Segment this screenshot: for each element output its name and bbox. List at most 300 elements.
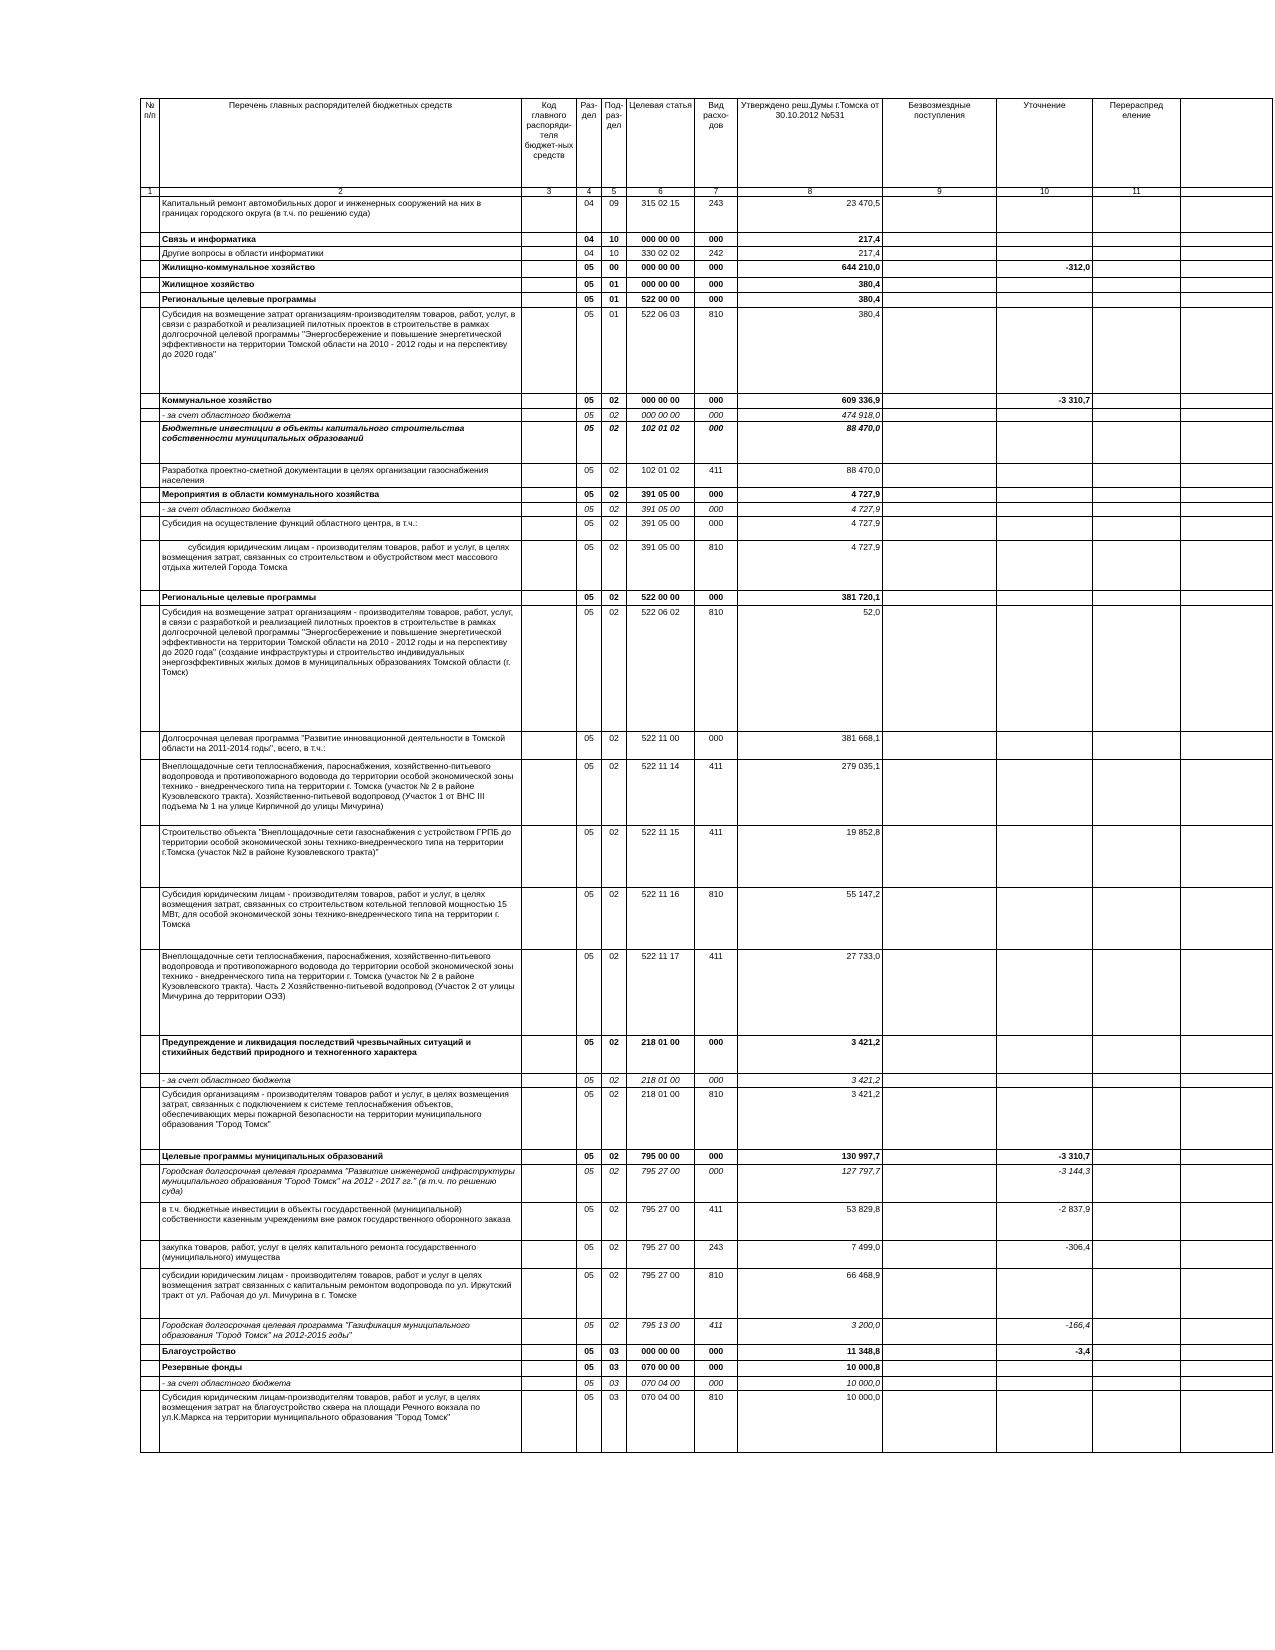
table-row <box>141 233 1273 247</box>
cell-no <box>141 1319 160 1345</box>
cell-approved: 19 852,8 <box>738 826 883 888</box>
cell-extra <box>1181 591 1273 606</box>
table-row <box>141 1150 1273 1165</box>
cell-clarify: -3 144,3 <box>997 1165 1093 1203</box>
cell-name: Связь и информатика <box>160 233 522 247</box>
cell-approved: 53 829,8 <box>738 1203 883 1241</box>
cell-code <box>522 1165 577 1203</box>
cell-code <box>522 1269 577 1319</box>
cell-vid: 000 <box>695 1036 738 1074</box>
cell-approved: 88 470,0 <box>738 422 883 464</box>
cell-vid: 242 <box>695 247 738 261</box>
cell-code <box>522 308 577 394</box>
cell-article: 522 00 00 <box>627 293 695 308</box>
cell-approved: 380,4 <box>738 278 883 293</box>
cell-approved: 217,4 <box>738 247 883 261</box>
cell-article: 522 11 16 <box>627 888 695 950</box>
cell-extra <box>1181 1391 1273 1453</box>
cell-vid: 000 <box>695 261 738 278</box>
cell-extra <box>1181 308 1273 394</box>
cell-razdel: 05 <box>577 409 602 422</box>
cell-extra <box>1181 293 1273 308</box>
cell-vid: 243 <box>695 197 738 233</box>
cell-no <box>141 1241 160 1269</box>
cell-code <box>522 732 577 760</box>
cell-vid: 000 <box>695 591 738 606</box>
colnum-4: 4 <box>577 188 602 197</box>
cell-approved: 609 336,9 <box>738 394 883 409</box>
cell-name: Долгосрочная целевая программа "Развитие инновационной деятельности в Томской области на 2011-2014 годы", всего, в т.ч.: <box>160 732 522 760</box>
cell-name: Внеплощадочные сети теплоснабжения, пароснабжения, хозяйственно-питьевого водопровода и противопожарного водовода до территории особой экономической зоны технико - внедренческого типа на территории г. Томска (участок № 2 в районе Кузовлевского тракта). Хозяйственно-питьевой водопровод (Участок 1 от ВНС III подъема № 1 на улице Кирпичной до улицы Мичурина) <box>160 760 522 826</box>
cell-free <box>883 233 997 247</box>
cell-razdel: 05 <box>577 1391 602 1453</box>
cell-code <box>522 1203 577 1241</box>
cell-no <box>141 1165 160 1203</box>
cell-code <box>522 517 577 541</box>
table-row <box>141 488 1273 503</box>
cell-clarify: -3,4 <box>997 1345 1093 1361</box>
cell-razdel: 05 <box>577 517 602 541</box>
cell-razdel: 05 <box>577 541 602 591</box>
cell-podrazdel: 02 <box>602 1269 627 1319</box>
cell-redistribute <box>1093 197 1181 233</box>
cell-podrazdel: 02 <box>602 732 627 760</box>
cell-clarify <box>997 826 1093 888</box>
cell-free <box>883 422 997 464</box>
cell-approved: 27 733,0 <box>738 950 883 1036</box>
table-row <box>141 1088 1273 1150</box>
cell-name: Субсидия юридическим лицам - производителям товаров, работ и услуг, в целях возмещения затрат, связанных со строительством котельной тепловой мощностью 15 МВт, для особой экономической зоны технико-внедренческого типа на территории г. Томска <box>160 888 522 950</box>
table-row <box>141 1036 1273 1074</box>
cell-approved: 7 499,0 <box>738 1241 883 1269</box>
colnum-2: 2 <box>160 188 522 197</box>
cell-redistribute <box>1093 1241 1181 1269</box>
cell-no <box>141 261 160 278</box>
cell-no <box>141 950 160 1036</box>
cell-article: 315 02 15 <box>627 197 695 233</box>
cell-code <box>522 278 577 293</box>
cell-redistribute <box>1093 247 1181 261</box>
cell-vid: 000 <box>695 422 738 464</box>
cell-extra <box>1181 541 1273 591</box>
cell-no <box>141 732 160 760</box>
cell-vid: 810 <box>695 1391 738 1453</box>
cell-article: 391 05 00 <box>627 488 695 503</box>
cell-approved: 10 000,0 <box>738 1377 883 1391</box>
cell-razdel: 05 <box>577 503 602 517</box>
cell-clarify <box>997 1036 1093 1074</box>
cell-free <box>883 541 997 591</box>
cell-extra <box>1181 826 1273 888</box>
table-row <box>141 464 1273 488</box>
table-row <box>141 247 1273 261</box>
cell-no <box>141 1203 160 1241</box>
cell-name: Предупреждение и ликвидация последствий чрезвычайных ситуаций и стихийных бедствий природного и техногенного характера <box>160 1036 522 1074</box>
col-header-article: Целевая статья <box>627 99 695 188</box>
cell-no <box>141 233 160 247</box>
cell-clarify <box>997 233 1093 247</box>
cell-extra <box>1181 950 1273 1036</box>
cell-code <box>522 591 577 606</box>
cell-redistribute <box>1093 1319 1181 1345</box>
cell-code <box>522 1036 577 1074</box>
cell-approved: 55 147,2 <box>738 888 883 950</box>
cell-razdel: 05 <box>577 261 602 278</box>
cell-razdel: 05 <box>577 293 602 308</box>
cell-redistribute <box>1093 422 1181 464</box>
col-header-vid: Вид расхо-дов <box>695 99 738 188</box>
cell-article: 391 05 00 <box>627 517 695 541</box>
cell-vid: 411 <box>695 1319 738 1345</box>
cell-approved: 4 727,9 <box>738 488 883 503</box>
cell-redistribute <box>1093 591 1181 606</box>
cell-name: Субсидия организациям - производителям товаров работ и услуг, в целях возмещения затрат, связанных с подключением к системе теплоснабжения объектов, обеспечивающих меры пожарной безопасности на территории муниципального образования "Город Томск" <box>160 1088 522 1150</box>
cell-clarify <box>997 732 1093 760</box>
cell-podrazdel: 02 <box>602 503 627 517</box>
cell-razdel: 05 <box>577 1319 602 1345</box>
cell-free <box>883 888 997 950</box>
cell-extra <box>1181 233 1273 247</box>
col-header-redistribute: Перераспред еление <box>1093 99 1181 188</box>
cell-code <box>522 1150 577 1165</box>
cell-approved: 4 727,9 <box>738 541 883 591</box>
cell-razdel: 05 <box>577 1165 602 1203</box>
cell-approved: 3 421,2 <box>738 1088 883 1150</box>
cell-clarify <box>997 1269 1093 1319</box>
cell-clarify: -3 310,7 <box>997 394 1093 409</box>
cell-vid: 411 <box>695 950 738 1036</box>
cell-redistribute <box>1093 1345 1181 1361</box>
table-row <box>141 1319 1273 1345</box>
cell-article: 000 00 00 <box>627 409 695 422</box>
cell-free <box>883 261 997 278</box>
cell-razdel: 05 <box>577 1345 602 1361</box>
cell-clarify <box>997 517 1093 541</box>
cell-approved: 381 720,1 <box>738 591 883 606</box>
cell-free <box>883 308 997 394</box>
cell-code <box>522 888 577 950</box>
cell-podrazdel: 02 <box>602 422 627 464</box>
cell-podrazdel: 02 <box>602 606 627 732</box>
cell-name: Региональные целевые программы <box>160 591 522 606</box>
cell-approved: 23 470,5 <box>738 197 883 233</box>
cell-article: 000 00 00 <box>627 1345 695 1361</box>
cell-vid: 000 <box>695 1377 738 1391</box>
cell-name: Внеплощадочные сети теплоснабжения, пароснабжения, хозяйственно-питьевого водопровода и противопожарного водовода до территории особой экономической зоны технико - внедренческого типа на территории г. Томска (участок № 2 в районе Кузовлевского тракта). Часть 2 Хозяйственно-питьевой водопровод (Участок 2 от улицы Мичурина до территории ОЭЗ) <box>160 950 522 1036</box>
cell-extra <box>1181 1377 1273 1391</box>
cell-redistribute <box>1093 293 1181 308</box>
cell-approved: 3 200,0 <box>738 1319 883 1345</box>
cell-name: Мероприятия в области коммунального хозяйства <box>160 488 522 503</box>
cell-vid: 810 <box>695 888 738 950</box>
table-row <box>141 293 1273 308</box>
cell-vid: 810 <box>695 606 738 732</box>
col-header-extra <box>1181 99 1273 188</box>
cell-approved: 10 000,0 <box>738 1391 883 1453</box>
cell-no <box>141 1150 160 1165</box>
cell-approved: 279 035,1 <box>738 760 883 826</box>
cell-vid: 810 <box>695 1269 738 1319</box>
table-row <box>141 261 1273 278</box>
cell-no <box>141 293 160 308</box>
cell-razdel: 05 <box>577 464 602 488</box>
cell-redistribute <box>1093 760 1181 826</box>
table-row <box>141 278 1273 293</box>
cell-podrazdel: 03 <box>602 1377 627 1391</box>
table-row <box>141 1165 1273 1203</box>
cell-redistribute <box>1093 1088 1181 1150</box>
cell-article: 000 00 00 <box>627 394 695 409</box>
cell-podrazdel: 10 <box>602 233 627 247</box>
cell-free <box>883 1088 997 1150</box>
cell-name: - за счет областного бюджета <box>160 409 522 422</box>
col-header-approved: Утверждено реш.Думы г.Томска от 30.10.2012 №531 <box>738 99 883 188</box>
cell-approved: 4 727,9 <box>738 503 883 517</box>
cell-article: 795 27 00 <box>627 1203 695 1241</box>
cell-clarify <box>997 488 1093 503</box>
cell-redistribute <box>1093 308 1181 394</box>
cell-free <box>883 1241 997 1269</box>
cell-article: 218 01 00 <box>627 1074 695 1088</box>
cell-no <box>141 1036 160 1074</box>
cell-name: субсидии юридическим лицам - производителям товаров, работ и услуг в целях возмещения затрат связанных с капитальным ремонтом водопровода по ул. Иркутский тракт от ул. Рабочая до ул. Мичурина в г. Томске <box>160 1269 522 1319</box>
cell-free <box>883 732 997 760</box>
cell-redistribute <box>1093 1391 1181 1453</box>
cell-vid: 411 <box>695 1203 738 1241</box>
cell-free <box>883 488 997 503</box>
cell-clarify: -2 837,9 <box>997 1203 1093 1241</box>
cell-approved: 381 668,1 <box>738 732 883 760</box>
cell-no <box>141 409 160 422</box>
cell-redistribute <box>1093 1165 1181 1203</box>
cell-name: Капитальный ремонт автомобильных дорог и инженерных сооружений на них в границах городского округа (в т.ч. по решению суда) <box>160 197 522 233</box>
cell-extra <box>1181 1345 1273 1361</box>
cell-vid: 000 <box>695 409 738 422</box>
cell-razdel: 05 <box>577 1269 602 1319</box>
cell-free <box>883 1345 997 1361</box>
cell-vid: 411 <box>695 826 738 888</box>
cell-no <box>141 606 160 732</box>
cell-vid: 411 <box>695 464 738 488</box>
cell-razdel: 05 <box>577 826 602 888</box>
cell-clarify <box>997 464 1093 488</box>
cell-no <box>141 422 160 464</box>
cell-no <box>141 394 160 409</box>
cell-article: 102 01 02 <box>627 464 695 488</box>
cell-article: 795 27 00 <box>627 1269 695 1319</box>
cell-free <box>883 1391 997 1453</box>
cell-extra <box>1181 1241 1273 1269</box>
cell-extra <box>1181 278 1273 293</box>
cell-no <box>141 541 160 591</box>
cell-approved: 380,4 <box>738 293 883 308</box>
cell-vid: 000 <box>695 1361 738 1377</box>
colnum-1: 1 <box>141 188 160 197</box>
cell-free <box>883 1361 997 1377</box>
cell-free <box>883 503 997 517</box>
cell-vid: 000 <box>695 488 738 503</box>
table-row <box>141 1391 1273 1453</box>
cell-name: Субсидия юридическим лицам-производителям товаров, работ и услуг, в целях возмещения затрат на благоустройство сквера на площади Речного вокзала по ул.К.Маркса на территории муниципального образования "Город Томск" <box>160 1391 522 1453</box>
cell-free <box>883 464 997 488</box>
cell-redistribute <box>1093 233 1181 247</box>
cell-free <box>883 1269 997 1319</box>
cell-no <box>141 517 160 541</box>
cell-extra <box>1181 1203 1273 1241</box>
cell-redistribute <box>1093 950 1181 1036</box>
cell-approved: 66 468,9 <box>738 1269 883 1319</box>
cell-redistribute <box>1093 826 1181 888</box>
cell-vid: 000 <box>695 394 738 409</box>
cell-name: Жилищное хозяйство <box>160 278 522 293</box>
cell-article: 218 01 00 <box>627 1088 695 1150</box>
cell-free <box>883 1319 997 1345</box>
table-row <box>141 1361 1273 1377</box>
cell-vid: 810 <box>695 541 738 591</box>
cell-clarify <box>997 950 1093 1036</box>
cell-razdel: 05 <box>577 1088 602 1150</box>
cell-extra <box>1181 1150 1273 1165</box>
cell-code <box>522 1319 577 1345</box>
cell-vid: 000 <box>695 1150 738 1165</box>
cell-vid: 000 <box>695 517 738 541</box>
colnum-10: 10 <box>997 188 1093 197</box>
cell-clarify <box>997 422 1093 464</box>
cell-razdel: 05 <box>577 760 602 826</box>
cell-redistribute <box>1093 517 1181 541</box>
cell-extra <box>1181 1074 1273 1088</box>
cell-extra <box>1181 464 1273 488</box>
cell-clarify: -306,4 <box>997 1241 1093 1269</box>
cell-clarify <box>997 278 1093 293</box>
cell-code <box>522 488 577 503</box>
table-row <box>141 826 1273 888</box>
table-row <box>141 1074 1273 1088</box>
cell-redistribute <box>1093 394 1181 409</box>
cell-podrazdel: 02 <box>602 1074 627 1088</box>
cell-free <box>883 950 997 1036</box>
cell-redistribute <box>1093 541 1181 591</box>
cell-redistribute <box>1093 278 1181 293</box>
cell-name: Региональные целевые программы <box>160 293 522 308</box>
cell-no <box>141 278 160 293</box>
cell-free <box>883 1074 997 1088</box>
cell-razdel: 04 <box>577 233 602 247</box>
cell-extra <box>1181 1036 1273 1074</box>
cell-no <box>141 888 160 950</box>
cell-vid: 411 <box>695 760 738 826</box>
cell-redistribute <box>1093 1203 1181 1241</box>
cell-extra <box>1181 517 1273 541</box>
cell-article: 795 27 00 <box>627 1241 695 1269</box>
cell-redistribute <box>1093 1361 1181 1377</box>
cell-approved: 217,4 <box>738 233 883 247</box>
cell-article: 522 11 00 <box>627 732 695 760</box>
cell-approved: 3 421,2 <box>738 1036 883 1074</box>
budget-table <box>140 98 1273 1453</box>
cell-extra <box>1181 1269 1273 1319</box>
col-header-razdel: Раз-дел <box>577 99 602 188</box>
cell-code <box>522 293 577 308</box>
cell-clarify <box>997 591 1093 606</box>
cell-no <box>141 1074 160 1088</box>
cell-clarify <box>997 197 1093 233</box>
cell-extra <box>1181 1361 1273 1377</box>
cell-code <box>522 422 577 464</box>
cell-no <box>141 197 160 233</box>
cell-vid: 000 <box>695 732 738 760</box>
cell-clarify <box>997 541 1093 591</box>
cell-redistribute <box>1093 503 1181 517</box>
cell-razdel: 05 <box>577 1203 602 1241</box>
cell-podrazdel: 02 <box>602 760 627 826</box>
cell-article: 391 05 00 <box>627 541 695 591</box>
cell-clarify <box>997 1361 1093 1377</box>
cell-no <box>141 488 160 503</box>
colnum-6: 6 <box>627 188 695 197</box>
cell-redistribute <box>1093 1036 1181 1074</box>
cell-approved: 380,4 <box>738 308 883 394</box>
cell-article: 522 00 00 <box>627 591 695 606</box>
cell-vid: 000 <box>695 233 738 247</box>
cell-code <box>522 1088 577 1150</box>
cell-clarify <box>997 1088 1093 1150</box>
cell-article: 000 00 00 <box>627 261 695 278</box>
cell-no <box>141 1345 160 1361</box>
cell-free <box>883 1165 997 1203</box>
cell-free <box>883 247 997 261</box>
cell-podrazdel: 02 <box>602 591 627 606</box>
cell-name: Городская долгосрочная целевая программа "Развитие инженерной инфраструктуры муниципального образования "Город Томск" на 2012 - 2017 гг." (в т.ч. по решению суда) <box>160 1165 522 1203</box>
cell-no <box>141 1361 160 1377</box>
cell-clarify <box>997 760 1093 826</box>
cell-name: Субсидия на возмещение затрат организациям-производителям товаров, работ, услуг, в связи с разработкой и реализацией пилотных проектов в строительстве в рамках долгосрочной целевой программы "Энергосбережение и повышение энергетической эффективности на территории Томской области на 2010 - 2012 годы и на перспективу до 2020 года" <box>160 308 522 394</box>
col-header-clarify: Уточнение <box>997 99 1093 188</box>
cell-article: 522 11 14 <box>627 760 695 826</box>
cell-podrazdel: 01 <box>602 308 627 394</box>
cell-code <box>522 1345 577 1361</box>
cell-podrazdel: 01 <box>602 293 627 308</box>
table-row <box>141 308 1273 394</box>
cell-razdel: 05 <box>577 278 602 293</box>
cell-clarify <box>997 409 1093 422</box>
cell-code <box>522 606 577 732</box>
cell-podrazdel: 02 <box>602 1036 627 1074</box>
table-row <box>141 606 1273 732</box>
table-row <box>141 503 1273 517</box>
cell-approved: 10 000,8 <box>738 1361 883 1377</box>
cell-razdel: 04 <box>577 247 602 261</box>
cell-name: Резервные фонды <box>160 1361 522 1377</box>
table-row <box>141 1203 1273 1241</box>
cell-vid: 000 <box>695 1345 738 1361</box>
cell-extra <box>1181 503 1273 517</box>
cell-article: 522 11 15 <box>627 826 695 888</box>
cell-podrazdel: 09 <box>602 197 627 233</box>
cell-podrazdel: 02 <box>602 1241 627 1269</box>
table-row <box>141 950 1273 1036</box>
colnum-5: 5 <box>602 188 627 197</box>
cell-article: 000 00 00 <box>627 278 695 293</box>
cell-redistribute <box>1093 606 1181 732</box>
cell-razdel: 05 <box>577 888 602 950</box>
cell-podrazdel: 03 <box>602 1391 627 1453</box>
cell-approved: 644 210,0 <box>738 261 883 278</box>
cell-razdel: 05 <box>577 308 602 394</box>
cell-clarify: -166,4 <box>997 1319 1093 1345</box>
cell-podrazdel: 10 <box>602 247 627 261</box>
cell-article: 795 00 00 <box>627 1150 695 1165</box>
